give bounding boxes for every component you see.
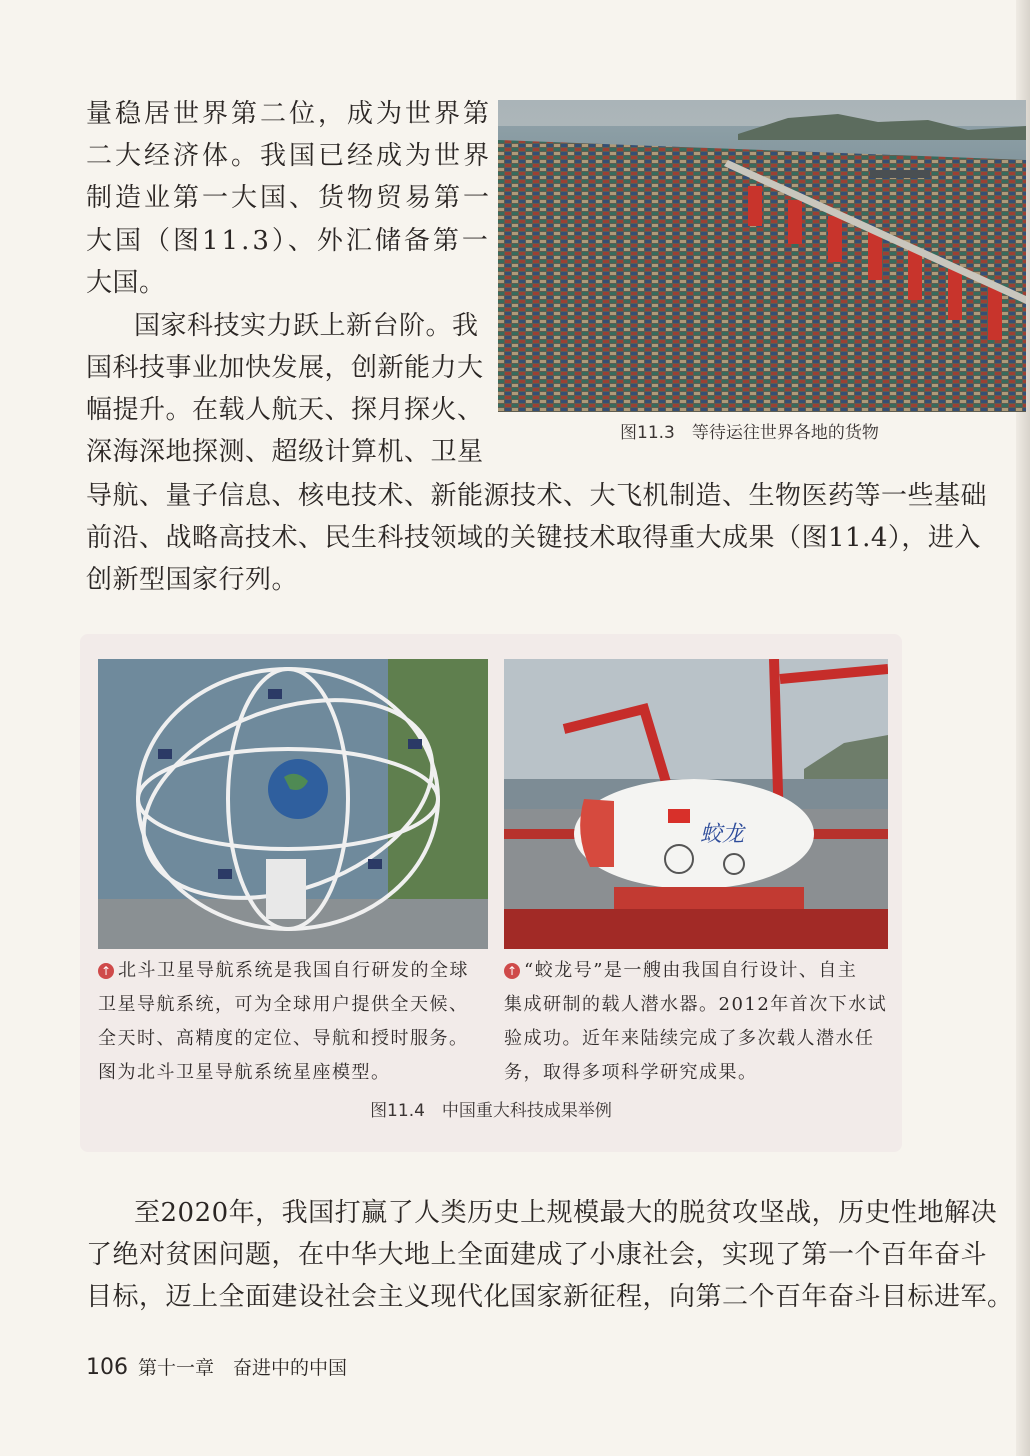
port-photo [498,100,1026,412]
body-line: 量稳居世界第二位，成为世界第 [86,99,493,129]
body-line: 国家科技实力跃上新台阶。我 [134,311,479,341]
jiaolong-caption-line: 务，取得多项科学研究成果。 [504,1062,758,1083]
body-line: 国科技事业加快发展，创新能力大 [86,353,484,383]
sub-label: 蛟龙 [700,822,745,847]
body-line: 前沿、战略高技术、民生科技领域的关键技术取得重大成果（图11.4），进入 [86,523,981,553]
page-footer [86,1354,347,1382]
body-line: 至2020年，我国打赢了人类历史上规模最大的脱贫攻坚战，历史性地解决 [134,1198,998,1228]
beidou-model-photo [98,659,488,949]
body-line: 创新型国家行列。 [86,565,299,595]
figure-caption: 图11.4 中国重大科技成果举例 [370,1101,612,1121]
body-line: 制造业第一大国、货物贸易第一 [86,183,493,213]
body-line: 了绝对贫困问题，在中华大地上全面建成了小康社会，实现了第一个百年奋斗 [86,1240,988,1270]
body-line: 二大经济体。我国已经成为世界 [86,141,493,171]
jiaolong-photo [504,659,888,949]
body-line: 大国（图11.3）、外汇储备第一 [86,226,491,256]
body-line: 幅提升。在载人航天、探月探火、 [86,395,484,425]
jiaolong-caption-line: 验成功。近年来陆续完成了多次载人潜水任 [504,1028,875,1049]
beidou-caption-line: 图为北斗卫星导航系统星座模型。 [98,1062,391,1083]
jiaolong-caption-line: ↑ “蛟龙号”是一艘由我国自行设计、自主 [504,954,857,988]
body-line: 大国。 [86,268,166,298]
beidou-caption-line: 全天时、高精度的定位、导航和授时服务。 [98,1028,469,1049]
figure-caption: 图11.3 等待运往世界各地的货物 [620,423,879,443]
page-number: 106 [86,1355,128,1380]
beidou-caption-line: 卫星导航系统，可为全球用户提供全天候、 [98,994,469,1015]
body-line: 目标，迈上全面建设社会主义现代化国家新征程，向第二个百年奋斗目标进军。 [86,1282,1014,1312]
chapter-title: 第十一章 奋进中的中国 [138,1357,348,1379]
up-arrow-icon: ↑ [504,963,520,979]
body-line: 导航、量子信息、核电技术、新能源技术、大飞机制造、生物医药等一些基础 [86,481,988,511]
jiaolong-caption-line: 集成研制的载人潜水器。2012年首次下水试 [504,994,888,1015]
body-line: 深海深地探测、超级计算机、卫星 [86,437,484,467]
beidou-caption-line: ↑ 北斗卫星导航系统是我国自行研发的全球 [98,954,469,988]
figure-11-4-panel [80,634,902,1152]
up-arrow-icon: ↑ [98,963,114,979]
